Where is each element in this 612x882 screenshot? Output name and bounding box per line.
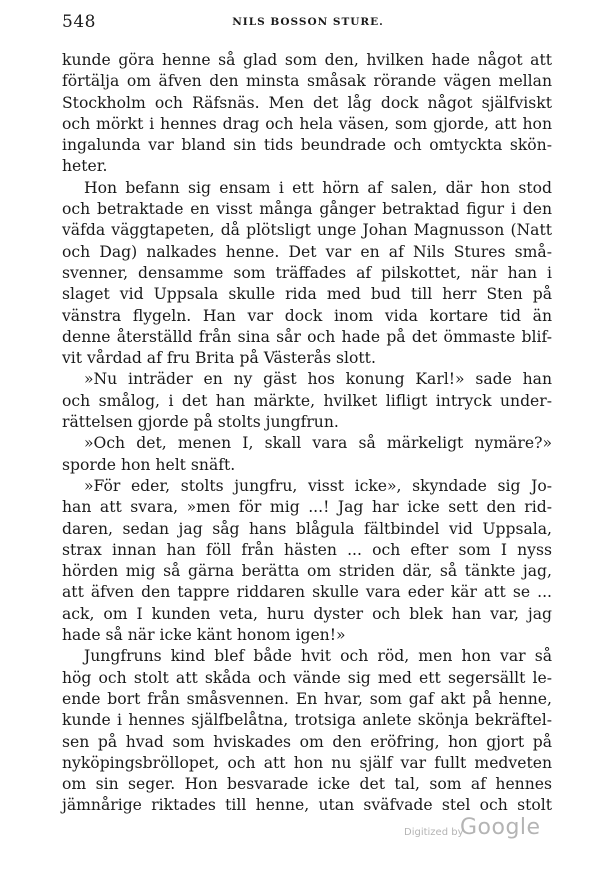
text-line: hade så när icke känt honom igen!»: [62, 626, 346, 645]
text-line: Jungfruns kind blef både hvit och röd, men hon var så: [84, 647, 552, 666]
text-line: sen på hvad som hviskades om den eröfring, hon gjort på: [62, 732, 552, 751]
watermark-prefix: Digitized by: [404, 827, 464, 838]
text-line: hög och stolt att skåda och vände sig med ett segersällt le-: [62, 668, 552, 687]
text-line: denne återställd från sina sår och hade på det ömmaste blif-: [62, 327, 552, 346]
text-line: och smålog, i det han märkte, hvilket lifligt intryck under-: [62, 391, 552, 410]
text-line: hörden mig så gärna berätta om striden där, så tänkte jag,: [62, 562, 552, 581]
text-line: och Dag) nalkades henne. Det var en af Nils Stures små-: [62, 242, 552, 261]
text-line: och mörkt i hennes drag och hela väsen, som gjorde, att hon: [62, 114, 552, 133]
text-line: kunde i hennes själfbelåtna, trotsiga anlete skönja bekräftel-: [62, 711, 552, 730]
text-line: »För eder, stolts jungfru, visst icke», skyndade sig Jo-: [84, 476, 552, 495]
paragraph-5: [62, 476, 552, 646]
text-line: Stockholm och Räfsnäs. Men det låg dock något själfviskt: [62, 93, 552, 112]
digitized-by-google-watermark: [404, 815, 554, 843]
page-header: [62, 12, 554, 36]
text-line: vit vårdad af fru Brita på Västerås slott.: [62, 349, 376, 368]
text-line: svenner, densamme som träffades af pilskottet, när han i: [62, 263, 552, 282]
text-line: ende bort från småsvennen. En hvar, som gaf akt på henne,: [62, 689, 552, 708]
text-line: kunde göra henne så glad som den, hvilken hade något att: [62, 51, 552, 69]
text-line: han att svara, »men för mig ...! Jag har icke sett den rid-: [62, 498, 552, 517]
text-line: Hon befann sig ensam i ett hörn af salen, där hon stod: [84, 178, 552, 197]
paragraph-6: [62, 646, 552, 816]
text-line: sporde hon helt snäft.: [62, 455, 236, 474]
text-line: förtälja om äfven den minsta småsak rörande vägen mellan: [62, 72, 552, 91]
text-line: ingalunda var bland sin tids beundrade och omtyckta skön-: [62, 136, 552, 155]
text-line: daren, sedan jag såg hans blågula fältbindel vid Uppsala,: [62, 519, 552, 538]
text-line: att äfven den tappre riddaren skulle vara eder kär att se ...: [62, 583, 552, 602]
text-line: ack, om I kunden veta, huru dyster och blek han var, jag: [62, 604, 552, 623]
text-line: och betraktade en visst många gånger betraktad figur i den: [62, 200, 552, 219]
text-line: »Och det, menen I, skall vara så märkeligt nymäre?»: [84, 434, 552, 453]
text-line: jämnårige riktades till henne, utan sväfvade stel och stolt: [62, 796, 552, 815]
google-logo: Google: [460, 815, 541, 840]
text-line: slaget vid Uppsala skulle rida med bud till herr Sten på: [62, 285, 552, 304]
text-line: om sin seger. Hon besvarade icke det tal, som af hennes: [62, 775, 552, 794]
text-line: vänstra flygeln. Han var dock inom vida kortare tid än: [62, 306, 552, 325]
text-line: heter.: [62, 157, 108, 176]
paragraph-4: [62, 433, 552, 476]
text-line: rättelsen gjorde på stolts jungfrun.: [62, 413, 339, 432]
text-line: strax innan han föll från hästen ... och efter som I nyss: [62, 540, 552, 559]
paragraph-2: [62, 178, 552, 370]
text-line: »Nu inträder en ny gäst hos konung Karl!» sade han: [84, 370, 552, 389]
paragraph-1: [62, 50, 552, 178]
text-line: väfda väggtapeten, då plötsligt unge Johan Magnusson (Natt: [62, 221, 552, 240]
running-title: NILS BOSSON STURE.: [232, 16, 384, 28]
paragraph-3: [62, 369, 552, 433]
text-line: nyköpingsbröllopet, och att hon nu själf var fullt medveten: [62, 753, 552, 772]
body-text: [62, 50, 552, 817]
page-number: 548: [62, 12, 96, 32]
